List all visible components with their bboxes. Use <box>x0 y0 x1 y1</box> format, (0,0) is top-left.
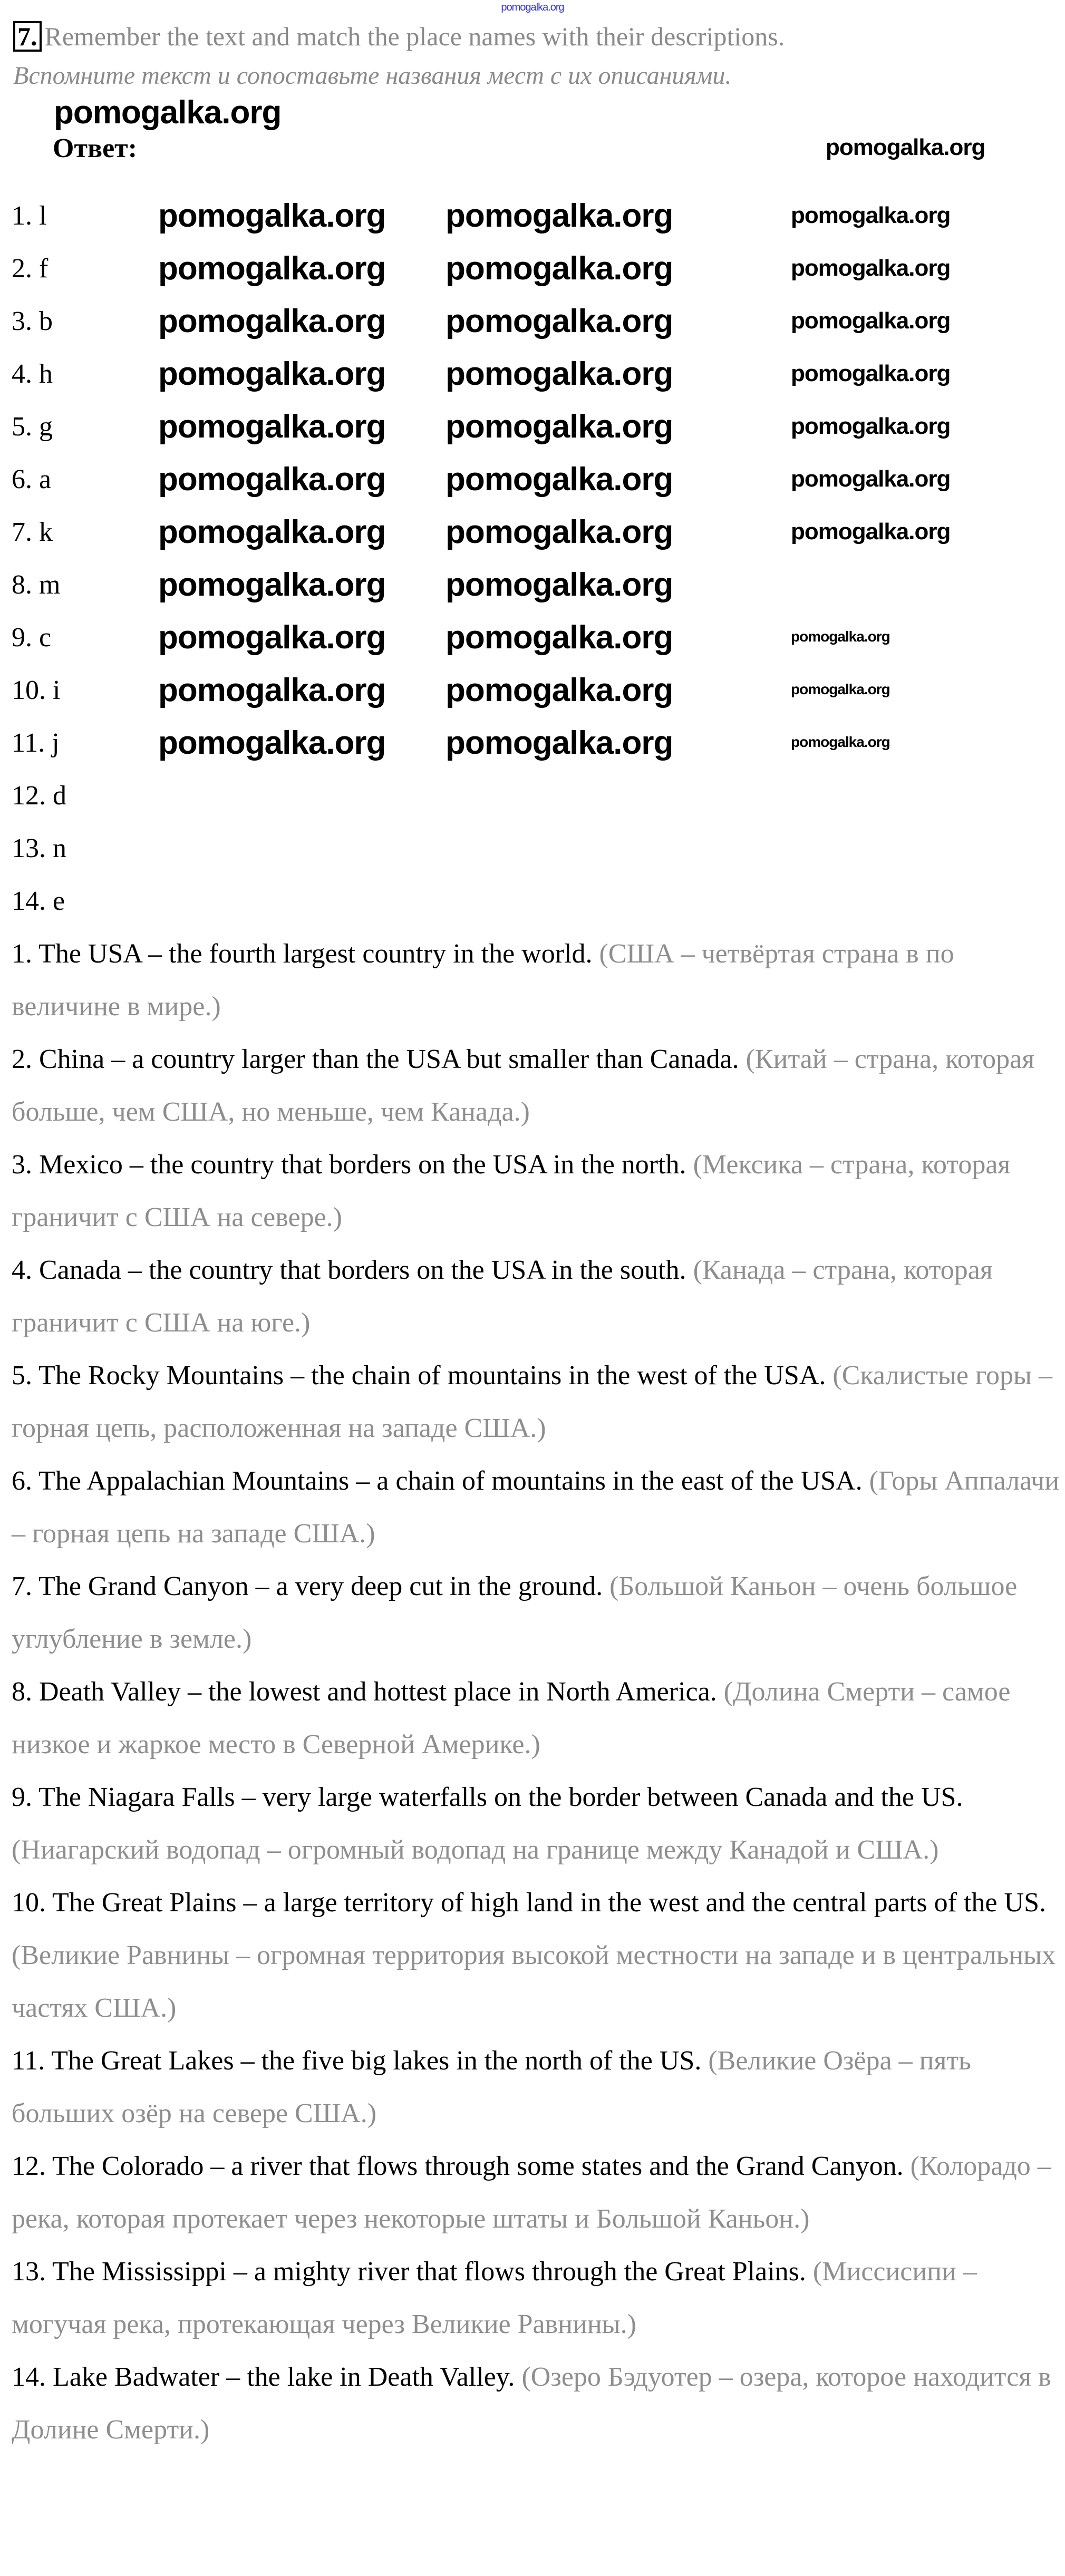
sentence-item <box>12 1349 1061 1455</box>
watermark: pomogalka.org <box>826 134 985 160</box>
sentence-english: 5. The Rocky Mountains – the chain of mountains in the west of the USA. <box>12 1360 826 1391</box>
watermark: pomogalka.org <box>158 250 386 287</box>
sentence-item <box>12 928 1061 1033</box>
watermark: pomogalka.org <box>446 198 673 234</box>
watermark: pomogalka.org <box>446 514 673 550</box>
sentence-item <box>12 1139 1061 1244</box>
watermark: pomogalka.org <box>791 466 951 492</box>
task-number: 7. <box>13 21 42 52</box>
watermark: pomogalka.org <box>158 198 386 234</box>
answer-item: 14. e <box>12 886 65 916</box>
watermark: pomogalka.org <box>791 255 951 281</box>
sentence-item <box>12 1033 1061 1139</box>
sentence-item <box>12 2035 1061 2140</box>
task-instruction <box>13 20 785 53</box>
watermark: pomogalka.org <box>446 567 673 603</box>
task-instruction-ru: Вспомните текст и сопоставьте названия мест с их описаниями. <box>13 62 732 90</box>
watermark: pomogalka.org <box>446 672 673 708</box>
watermark: pomogalka.org <box>791 413 951 439</box>
answer-label: Ответ: <box>53 133 138 163</box>
watermark: pomogalka.org <box>446 619 673 656</box>
watermark: pomogalka.org <box>791 308 951 334</box>
answer-item: 2. f <box>12 254 49 284</box>
sentence-english: 6. The Appalachian Mountains – a chain of mountains in the east of the USA. <box>12 1466 863 1496</box>
sentence-english: 8. Death Valley – the lowest and hottest place in North America. <box>12 1677 717 1707</box>
sentence-russian: (Долина Смерти – самое низкое и жаркое место в Северной Америке.) <box>12 1677 1011 1760</box>
watermark: pomogalka.org <box>158 356 386 392</box>
watermark: pomogalka.org <box>791 681 890 697</box>
watermark: pomogalka.org <box>158 409 386 445</box>
answer-item: 7. k <box>12 517 53 547</box>
watermark: pomogalka.org <box>158 619 386 656</box>
watermark: pomogalka.org <box>446 725 673 761</box>
answer-item: 11. j <box>12 728 60 758</box>
watermark: pomogalka.org <box>158 461 386 498</box>
watermark: pomogalka.org <box>158 567 386 603</box>
answer-list <box>12 190 66 928</box>
sentence-english: 14. Lake Badwater – the lake in Death Valley. <box>12 2362 515 2392</box>
answer-item: 13. n <box>12 833 66 863</box>
answer-item: 9. c <box>12 623 52 653</box>
sentence-item <box>12 1666 1061 1771</box>
answer-item: 8. m <box>12 570 61 600</box>
watermark: pomogalka.org <box>791 361 951 386</box>
sentence-russian: (Миссисипи – могучая река, протекающая через Великие Равнины.) <box>12 2257 977 2339</box>
sentence-russian: (Китай – страна, которая больше, чем США, но меньше, чем Канада.) <box>12 1044 1035 1127</box>
watermark: pomogalka.org <box>446 461 673 498</box>
sentence-item <box>12 2246 1061 2351</box>
answer-item: 1. l <box>12 201 47 231</box>
answer-item: 4. h <box>12 359 53 389</box>
watermark: pomogalka.org <box>158 303 386 339</box>
sentence-russian: (Скалистые горы – горная цепь, расположенная на западе США.) <box>12 1360 1052 1443</box>
sentence-list <box>12 928 1061 2456</box>
watermark: pomogalka.org <box>158 672 386 708</box>
sentence-russian: (Большой Каньон – очень большое углубление в земле.) <box>12 1571 1018 1654</box>
watermark: pomogalka.org <box>446 356 673 392</box>
answer-item: 10. i <box>12 675 61 705</box>
sentence-item <box>12 1455 1061 1560</box>
sentence-english: 1. The USA – the fourth largest country in the world. <box>12 939 593 969</box>
watermark: pomogalka.org <box>54 94 282 131</box>
sentence-english: 12. The Colorado – a river that flows through some states and the Grand Canyon. <box>12 2151 904 2181</box>
watermark-top: pomogalka.org <box>501 2 564 13</box>
sentence-item <box>12 1877 1061 2035</box>
watermark: pomogalka.org <box>791 628 890 645</box>
sentence-english: 9. The Niagara Falls – very large waterfalls on the border between Canada and the US. <box>12 1782 963 1812</box>
sentence-russian: (Ниагарский водопад – огромный водопад на границе между Канадой и США.) <box>12 1835 939 1865</box>
sentence-item <box>12 1560 1061 1666</box>
watermark: pomogalka.org <box>446 250 673 287</box>
sentence-russian: (Великие Равнины – огромная территория высокой местности на западе и в центральных частях США.) <box>12 1940 1056 2023</box>
sentence-russian: (Канада – страна, которая граничит с США на юге.) <box>12 1255 993 1338</box>
watermark: pomogalka.org <box>446 409 673 445</box>
sentence-russian: (Великие Озёра – пять больших озёр на севере США.) <box>12 2046 971 2128</box>
sentence-item <box>12 2351 1061 2456</box>
sentence-english: 10. The Great Plains – a large territory of high land in the west and the central parts of the US. <box>12 1888 1046 1918</box>
sentence-english: 3. Mexico – the country that borders on the USA in the north. <box>12 1150 686 1180</box>
task-instruction-text: Remember the text and match the place names with their descriptions. <box>44 22 785 51</box>
answer-item: 5. g <box>12 412 53 442</box>
sentence-russian: (Озеро Бэдуотер – озера, которое находится в Долине Смерти.) <box>12 2362 1051 2445</box>
answer-item: 12. d <box>12 781 66 811</box>
sentence-english: 2. China – a country larger than the USA but smaller than Canada. <box>12 1044 739 1074</box>
answer-item: 6. a <box>12 464 52 494</box>
watermark: pomogalka.org <box>158 514 386 550</box>
watermark: pomogalka.org <box>791 734 890 750</box>
sentence-item <box>12 2140 1061 2246</box>
sentence-russian: (Колорадо – река, которая протекает через некоторые штаты и Большой Каньон.) <box>12 2151 1051 2234</box>
sentence-russian: (США – четвёртая страна в по величине в мире.) <box>12 939 954 1022</box>
watermark: pomogalka.org <box>158 725 386 761</box>
answer-item: 3. b <box>12 306 53 336</box>
watermark: pomogalka.org <box>791 519 951 545</box>
sentence-item <box>12 1771 1061 1877</box>
sentence-item <box>12 1244 1061 1349</box>
watermark: pomogalka.org <box>446 303 673 339</box>
sentence-english: 13. The Mississippi – a mighty river that flows through the Great Plains. <box>12 2257 806 2287</box>
sentence-russian: (Горы Аппалачи – горная цепь на западе США.) <box>12 1466 1060 1549</box>
sentence-russian: (Мексика – страна, которая граничит с США на севере.) <box>12 1150 1011 1232</box>
watermark: pomogalka.org <box>791 202 951 228</box>
sentence-english: 7. The Grand Canyon – a very deep cut in the ground. <box>12 1571 603 1601</box>
sentence-english: 4. Canada – the country that borders on the USA in the south. <box>12 1255 686 1285</box>
sentence-english: 11. The Great Lakes – the five big lakes in the north of the US. <box>12 2046 702 2076</box>
